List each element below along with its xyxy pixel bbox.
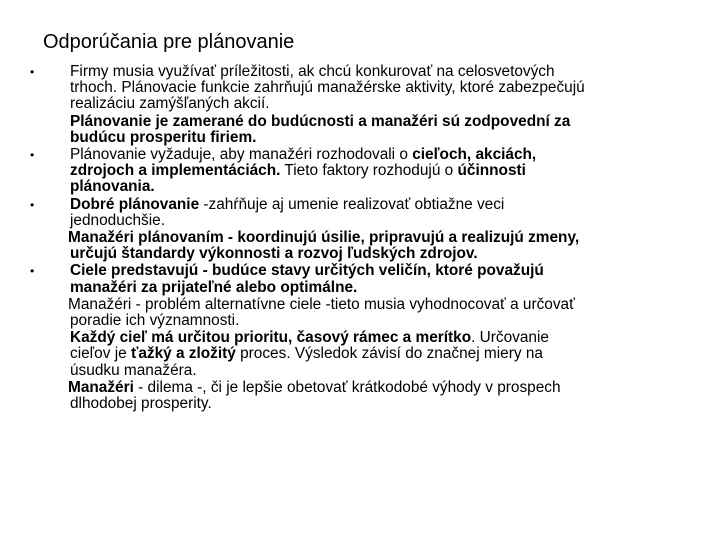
text-line: - dilema -, či je lepšie obetovať krátkodobé výhody v prospech	[133, 378, 561, 396]
text-line-row	[30, 96, 690, 112]
text-line: cieľov je	[70, 345, 131, 363]
text-emphasis: Manažéri	[68, 378, 134, 396]
bullet-marker: •	[30, 65, 35, 79]
text-emphasis: určujú štandardy výkonnosti a rozvoj ľudských zdrojov.	[70, 245, 478, 263]
text-emphasis: ťažký a zložitý	[130, 345, 236, 363]
text-line-row	[30, 246, 690, 262]
bullet-marker: •	[30, 197, 35, 212]
text-emphasis: Dobré plánovanie	[70, 195, 204, 213]
text-line-row	[30, 363, 690, 379]
bullet-item-1	[30, 64, 690, 80]
slide-title: Odporúčania pre plánovanie	[43, 31, 295, 53]
bullet-item-2	[30, 147, 690, 163]
text-line-row	[30, 80, 690, 96]
text-emphasis: koordinujú úsilie, pripravujú a realizujú zmeny,	[237, 229, 580, 247]
text-emphasis: budúcu prosperitu firiem.	[70, 128, 257, 146]
text-line-row	[30, 163, 690, 179]
text-line: dlhodobej prosperity.	[70, 395, 212, 413]
text-emphasis: zdrojoch a implementáciách.	[70, 162, 281, 180]
bullet-marker: •	[30, 148, 35, 163]
text-line-row	[30, 330, 690, 346]
text-line: realizáciu zamýšľaných akcií.	[70, 95, 270, 113]
text-line: Firmy musia využívať príležitosti, ak chcú konkurovať na celosvetových	[70, 63, 555, 80]
text-line-row	[30, 313, 690, 329]
text-line-row	[30, 114, 690, 130]
text-line: . Určovanie	[471, 329, 549, 347]
text-emphasis: Manažéri plánovaním -	[68, 229, 238, 247]
text-line: Manažéri	[68, 295, 132, 313]
text-line: trhoch. Plánovacie funkcie zahrňujú manažérske aktivity, ktoré zabezpečujú	[70, 79, 585, 97]
text-emphasis: Každý cieľ má určitou prioritu, časový rámec a merítko	[70, 329, 472, 347]
text-emphasis: cieľoch, akciách,	[412, 146, 537, 164]
text-line: -zahŕňuje aj umenie realizovať obtiažne veci	[203, 195, 505, 213]
text-line: úsudku manažéra.	[70, 361, 197, 379]
text-line: proces. Výsledok závisí do značnej miery na	[235, 345, 543, 363]
text-emphasis: účinnosti	[457, 162, 526, 180]
text-line: Tieto faktory rozhodujú o	[280, 162, 458, 180]
bullet-item-3	[30, 197, 690, 213]
text-line-row	[30, 130, 690, 146]
text-line-row	[30, 346, 690, 362]
text-line-row	[30, 280, 690, 296]
text-line-row	[30, 213, 690, 229]
text-line-row	[30, 380, 690, 396]
bullet-marker: •	[30, 264, 35, 279]
text-line: Plánovanie vyžaduje, aby manažéri rozhodovali o	[70, 146, 413, 164]
text-line: - problém alternatívne ciele -tieto musia vyhodnocovať a určovať	[131, 295, 575, 313]
text-line-row	[30, 396, 690, 412]
recommendations-list	[30, 64, 690, 412]
text-emphasis: Plánovanie je zamerané do budúcnosti a manažéri sú zodpovední za	[70, 112, 571, 130]
text-emphasis: plánovania.	[70, 178, 155, 196]
text-line: poradie ich významnosti.	[70, 312, 240, 330]
text-line-row	[30, 230, 690, 246]
text-line-row	[30, 179, 690, 195]
text-emphasis: manažéri za prijateľné alebo optimálne.	[70, 278, 358, 296]
text-line: jednoduchšie.	[70, 211, 165, 229]
bullet-item-4	[30, 263, 690, 279]
text-emphasis: Ciele predstavujú - budúce stavy určitých veličín, ktoré považujú	[70, 262, 544, 280]
text-line-row	[30, 297, 690, 313]
